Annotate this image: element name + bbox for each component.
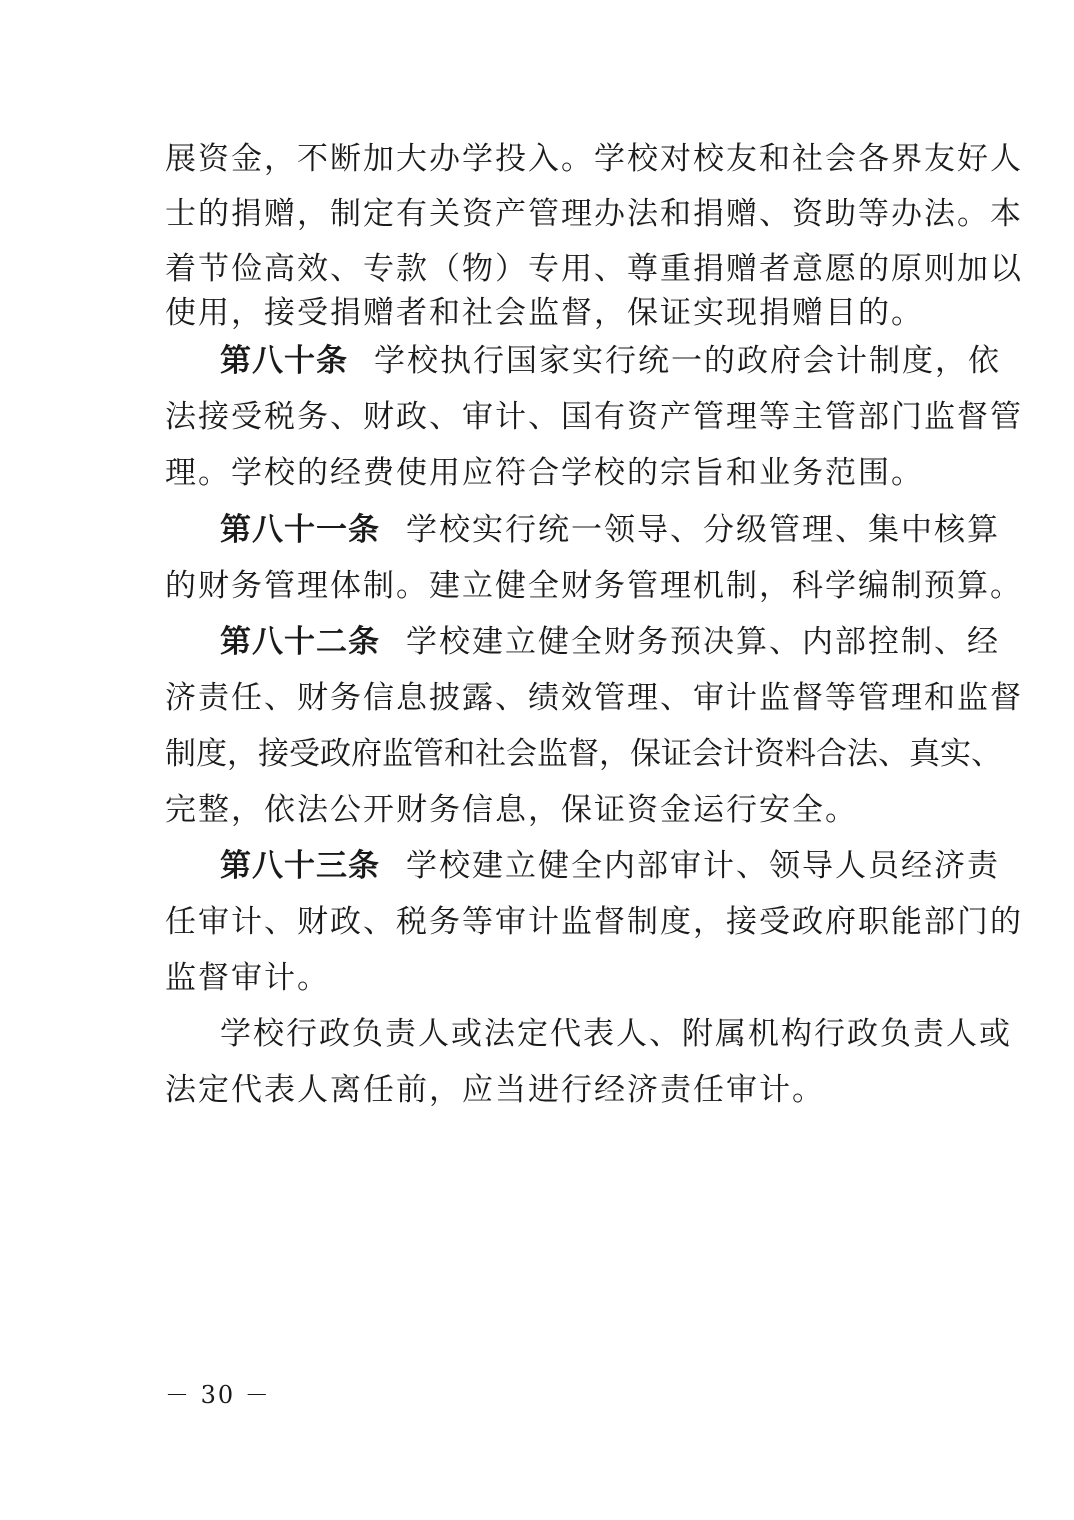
text-line: 济责任、财务信息披露、绩效管理、审计监督等管理和监督 xyxy=(165,680,1023,716)
article-80-text: 学校执行国家实行统一的政府会计制度，依 xyxy=(374,343,1001,379)
text-line: 使用，接受捐赠者和社会监督，保证实现捐赠目的。 xyxy=(165,295,924,331)
article-81-text: 学校实行统一领导、分级管理、集中核算 xyxy=(406,512,1000,548)
article-80-label: 第八十条 xyxy=(220,343,348,379)
text-line: 展资金，不断加大办学投入。学校对校友和社会各界友好人 xyxy=(165,141,1023,177)
text-line: 法定代表人离任前，应当进行经济责任审计。 xyxy=(165,1072,825,1108)
article-80-first-line xyxy=(220,341,1001,381)
article-82-first-line xyxy=(220,622,1000,662)
article-83-label: 第八十三条 xyxy=(220,848,380,884)
page-number: － 30 － xyxy=(165,1381,271,1409)
text-line: 理。学校的经费使用应符合学校的宗旨和业务范围。 xyxy=(165,455,924,491)
article-82-text: 学校建立健全财务预决算、内部控制、经 xyxy=(406,624,1000,660)
text-line: 任审计、财政、税务等审计监督制度，接受政府职能部门的 xyxy=(165,904,1023,940)
text-line: 着节俭高效、专款（物）专用、尊重捐赠者意愿的原则加以 xyxy=(165,251,1023,287)
article-83-first-line xyxy=(220,846,1000,886)
article-81-label: 第八十一条 xyxy=(220,512,380,548)
text-line: 士的捐赠，制定有关资产管理办法和捐赠、资助等办法。本 xyxy=(165,196,1023,232)
article-82-label: 第八十二条 xyxy=(220,624,380,660)
text-line: 制度，接受政府监管和社会监督，保证会计资料合法、真实、 xyxy=(165,736,1002,772)
text-line: 完整，依法公开财务信息，保证资金运行安全。 xyxy=(165,792,858,828)
text-line: 法接受税务、财政、审计、国有资产管理等主管部门监督管 xyxy=(165,399,1023,435)
article-83-text: 学校建立健全内部审计、领导人员经济责 xyxy=(406,848,1000,884)
text-line: 监督审计。 xyxy=(165,960,330,996)
text-line: 的财务管理体制。建立健全财务管理机制，科学编制预算。 xyxy=(165,568,1023,604)
paragraph-first-line: 学校行政负责人或法定代表人、附属机构行政负责人或 xyxy=(220,1016,1012,1052)
article-81-first-line xyxy=(220,510,1000,550)
